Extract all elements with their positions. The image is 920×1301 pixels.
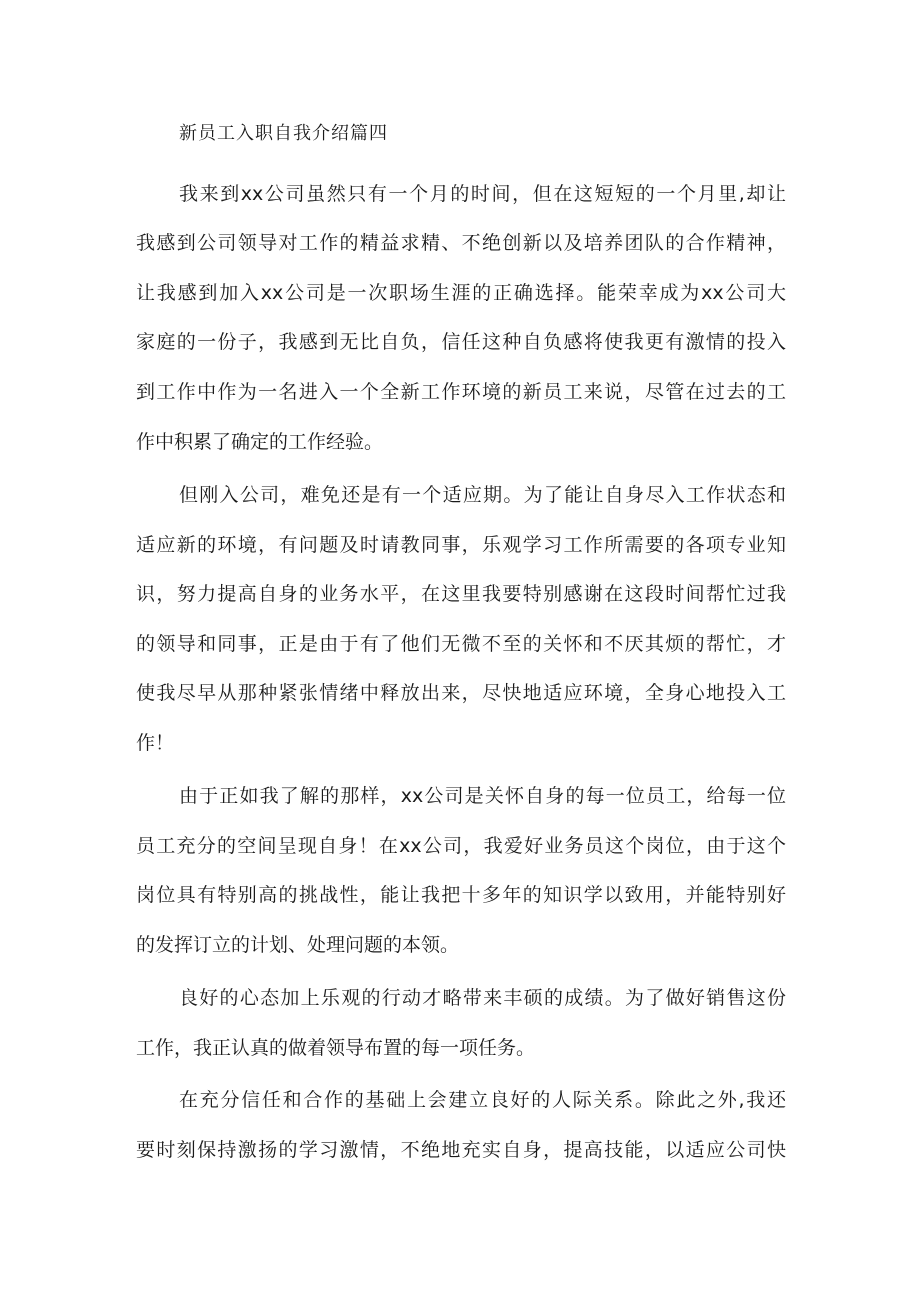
paragraph-line: 但刚入公司，难免还是有一个适应期。为了能让自身尽入工作状态和 (179, 484, 786, 506)
paragraph-line: 适应新的环境，有问题及时请教同事，乐观学习工作所需要的各项专业知 (136, 534, 786, 556)
paragraph-line: 我感到公司领导对工作的精益求精、不绝创新以及培养团队的合作精神， (136, 232, 786, 254)
paragraph-line: 员工充分的空间呈现自身！在xx公司，我爱好业务员这个岗位，由于这个 (136, 835, 786, 857)
paragraph-line: 使我尽早从那种紧张情绪中释放出来，尽快地适应环境，全身心地投入工 (136, 682, 786, 704)
paragraph-line: 识，努力提高自身的业务水平，在这里我要特别感谢在这段时间帮忙过我 (136, 583, 786, 605)
paragraph-line: 工作，我正认真的做着领导布置的每一项任务。 (136, 1037, 536, 1059)
paragraph-line: 的发挥订立的计划、处理问题的本领。 (136, 934, 460, 956)
paragraph-line: 良好的心态加上乐观的行动才略带来丰硕的成绩。为了做好销售这份 (179, 987, 786, 1009)
paragraph-line: 在充分信任和合作的基础上会建立良好的人际关系。除此之外,我还 (179, 1089, 786, 1111)
paragraph-line: 要时刻保持激扬的学习激情，不绝地充实自身，提高技能，以适应公司快 (136, 1139, 786, 1161)
paragraph-line: 作中积累了确定的工作经验。 (136, 431, 384, 453)
paragraph-line: 的领导和同事，正是由于有了他们无微不至的关怀和不厌其烦的帮忙，才 (136, 633, 786, 655)
paragraph-line: 我来到xx公司虽然只有一个月的时间，但在这短短的一个月里,却让 (179, 183, 786, 205)
document-title: 新员工入职自我介绍篇四 (179, 123, 388, 144)
paragraph-line: 让我感到加入xx公司是一次职场生涯的正确选择。能荣幸成为xx公司大 (136, 282, 786, 304)
paragraph-line: 到工作中作为一名进入一个全新工作环境的新员工来说，尽管在过去的工 (136, 381, 786, 403)
paragraph-line: 作！ (136, 732, 175, 754)
paragraph-line: 岗位具有特别高的挑战性，能让我把十多年的知识学以致用，并能特别好 (136, 884, 786, 906)
paragraph-line: 家庭的一份子，我感到无比自负，信任这种自负感将使我更有激情的投入 (136, 331, 786, 353)
paragraph-line: 由于正如我了解的那样，xx公司是关怀自身的每一位员工，给每一位 (179, 785, 786, 807)
